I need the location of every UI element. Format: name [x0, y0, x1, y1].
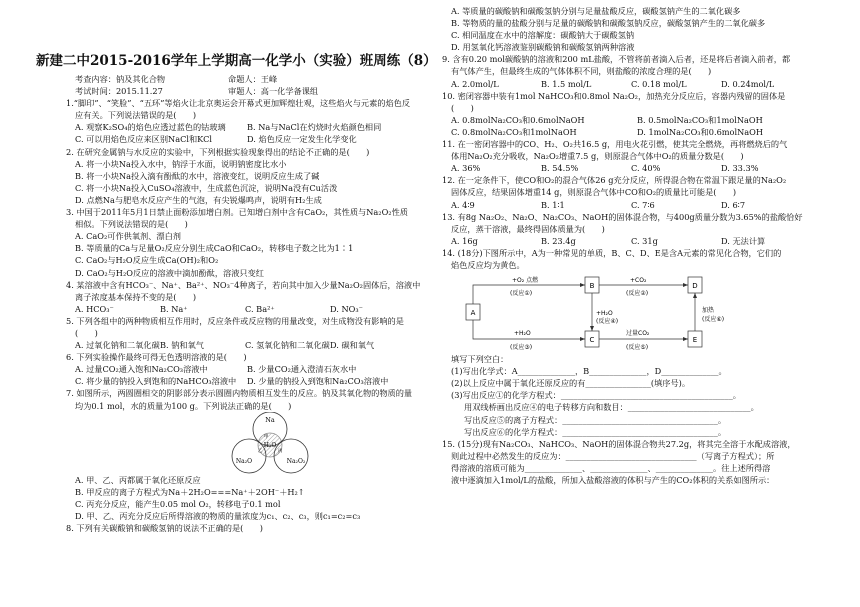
q6-options — [66, 363, 444, 375]
option: A. 16g — [451, 235, 478, 246]
question-1: 1.“脚印”、“笑脸”、“五环”等焰火让北京奥运会开幕式更加辉煌壮观，这些焰火与元素的焰色反 — [66, 98, 411, 109]
q13-options — [442, 235, 814, 247]
option: B. 少量CO₂通入澄清石灰水中 — [247, 364, 357, 375]
option: A. 过氧化钠和二氧化碳 — [75, 340, 160, 351]
q10-options — [442, 126, 814, 138]
option: C. 7∶6 — [631, 199, 655, 210]
option: C. CaO₂与H₂O反应生成Ca(OH)₂和O₂ — [75, 255, 219, 266]
reaction-flowchart-svg — [462, 271, 762, 353]
option: D. 甲、乙、丙充分反应后所得溶液的物质的量浓度为c₁、c₂、c₃，则c₁=c₂=c₃ — [75, 510, 361, 521]
option: C. 相同温度在水中的溶解度：碳酸钠大于碳酸氢钠 — [451, 30, 635, 41]
option: C. 氢氧化钠和二氧化碳 — [245, 340, 330, 351]
venn-circle-right — [274, 439, 308, 473]
question-10-cont: ( ) — [451, 102, 474, 113]
question-11: 11. 在一密闭容器中的CO、H₂、O₂共16.5 g，用电火花引燃，使其完全燃烧，再将燃烧后的气 — [442, 139, 788, 150]
option: B. Na与NaCl在灼烧时火焰颜色相同 — [247, 122, 382, 133]
question-15-cont: 得溶液的溶质可能为______________、______________、______________。往上述所得溶 — [451, 462, 771, 473]
option: B. 将一小块Na投入滴有酚酞的水中，溶液变红，说明反应生成了碱 — [75, 170, 320, 181]
reaction-label: (反应⑥) — [702, 316, 725, 324]
option: D. 碳和氧气 — [330, 340, 375, 351]
option: D. NO₃⁻ — [330, 303, 363, 314]
option: D. 6∶7 — [721, 199, 746, 210]
option: A. HCO₃⁻ — [75, 303, 114, 314]
q6-options — [66, 375, 444, 387]
edge-label: +H₂O — [514, 330, 531, 338]
venn-label-center: H₂O — [263, 441, 277, 449]
option: D. 0.24mol/L — [721, 78, 775, 89]
option: A. 过量CO₂通入饱和Na₂CO₃溶液中 — [75, 364, 208, 375]
option: B. 钠和氧气 — [160, 340, 204, 351]
option: C. 将一小块Na投入CuSO₄溶液中，生成蓝色沉淀，说明Na没有Cu活泼 — [75, 182, 338, 193]
question-15-cont: 液中逐滴加入1mol/L的盐酸，所加入盐酸溶液的体积与产生的CO₂体积的关系如图所示： — [451, 475, 775, 485]
option: A. 4∶9 — [451, 199, 475, 210]
question-13: 13. 有8g Na₂O₂、Na₂O、Na₂CO₃、NaOH的固体混合物，与400g质量分数为3.65%的盐酸恰好 — [442, 211, 803, 222]
left-column — [36, 52, 444, 534]
question-11-cont: 体用Na₂O₂充分吸收，Na₂O₂增重7.5 g，则原混合气体中O₂的质量分数是( ) — [451, 151, 744, 162]
question-14: 14. (18分)下图所示中，A为一种常见的单质，B、C、D、E是含A元素的常见化合物，它们的 — [442, 247, 782, 258]
fill-in-line: 写出反应⑥的化学方程式：______________________________________。 — [464, 426, 727, 437]
option: D. 用氢氧化钙溶液鉴别碳酸钠和碳酸氢钠两种溶液 — [451, 42, 635, 53]
meta-row — [66, 85, 444, 97]
node-b: B — [589, 282, 595, 291]
option: A. 甲、乙、丙都属于氧化还原反应 — [75, 474, 201, 485]
node-a: A — [470, 309, 476, 318]
q11-options — [442, 162, 814, 174]
q4-options — [66, 303, 444, 315]
edge-label: 加热 — [702, 307, 715, 315]
question-12-cont: 固体反应，结果固体增重14 g，则原混合气体中CO和O₂的质量比可能是( ) — [451, 187, 737, 198]
page-title: 新建二中2015-2016学年上学期高一化学小（实验）班周练（8） — [36, 53, 437, 69]
reaction-flowchart — [442, 271, 814, 353]
q9-options — [442, 78, 814, 90]
question-3: 3. 中国于2011年5月1日禁止面粉添加增白剂。已知增白剂中含有CaO₂，其性质与Na₂O₂性质 — [66, 207, 408, 218]
option: C. 40% — [631, 163, 661, 174]
option: B. 等物质的量的盐酸分别与足量的碳酸钠和碳酸氢钠反应，碳酸氢钠产生的二氧化碳多 — [451, 18, 766, 29]
option: D. 焰色反应一定发生化学变化 — [247, 134, 357, 145]
option: C. 丙充分反应，能产生0.05 mol O₂，转移电子0.1 mol — [75, 498, 281, 509]
option: B. Na⁺ — [160, 303, 188, 314]
option: D. 1molNa₂CO₃和0.6molNaOH — [637, 126, 764, 137]
question-3-cont: 相似。下列说法错误的是( ) — [75, 219, 188, 230]
meta-time: 考试时间：2015.11.27 — [75, 86, 163, 97]
edge-label: +O₂ 点燃 — [512, 277, 539, 285]
venn-diagram — [66, 412, 444, 474]
option: D. 点燃Na与肥皂水反应产生的气泡，有尖锐爆鸣声，说明有H₂生成 — [75, 194, 322, 205]
option: A. 36% — [451, 163, 481, 174]
venn-circle-left — [232, 439, 266, 473]
option: C. 可以用焰色反应来区别NaCl和KCl — [75, 134, 212, 145]
venn-mark: 甲 — [264, 434, 269, 440]
option: D. 无法计算 — [721, 235, 766, 246]
question-4: 4. 某溶液中含有HCO₃⁻、Na⁺、Ba²⁺、NO₃⁻4种离子，若向其中加入少量Na₂O₂固体后，溶液中 — [66, 279, 421, 290]
fill-in-line: 写出反应⑤的离子方程式：______________________________________。 — [464, 414, 727, 425]
option: B. 0.5molNa₂CO₃和1molNaOH — [637, 114, 763, 125]
venn-mark: 丙 — [278, 448, 283, 454]
edge-label: +H₂O — [596, 310, 613, 318]
fill-in-line: 用双线桥画出反应④的电子转移方向和数目：______________________________。 — [464, 402, 759, 413]
option: A. 2.0mol/L — [451, 78, 499, 89]
option: B. 54.5% — [541, 163, 579, 174]
q1-options — [66, 121, 444, 133]
question-13-cont: 反应，蒸干溶液，最终得固体质量为( ) — [451, 223, 605, 234]
fill-in-line: (1)写出化学式：A______________，B______________，D______________。 — [451, 366, 727, 377]
question-9-cont: 有气体产生，但最终生成的气体体积不同，则盐酸的浓度合理的是( ) — [451, 66, 712, 77]
q5-options — [66, 339, 444, 351]
question-15-cont: 则此过程中必然发生的反应为：________________________________（写离子方程式）；所 — [451, 450, 775, 461]
venn-label-top: Na — [265, 415, 275, 424]
meta-reviewer: 审题人：高一化学备课组 — [228, 86, 319, 97]
question-7: 7. 如图所示，两圆圈相交的阴影部分表示圆圈内物质相互发生的反应。钠及其氧化物的物质的量 — [66, 388, 413, 399]
q10-options — [442, 114, 814, 126]
option: B. 甲反应的离子方程式为Na＋2H₂O===Na⁺＋2OH⁻＋H₂↑ — [75, 486, 305, 497]
option: C. 0.8molNa₂CO₃和1molNaOH — [451, 126, 577, 137]
reaction-label: (反应④) — [596, 318, 619, 326]
question-7-cont: 均为0.1 mol，水的质量为100 g。下列说法正确的是( ) — [75, 400, 292, 411]
venn-label-right: Na₂O₂ — [286, 457, 306, 465]
question-10: 10. 密闭容器中装有1mol NaHCO₃和0.8mol Na₂O₂，加热充分反应后，容器内残留的固体是 — [442, 90, 786, 101]
right-column — [442, 5, 814, 486]
edge-label: 过量CO₂ — [626, 330, 650, 338]
question-9: 9. 含有0.20 mol碳酸钠的溶液和200 mL盐酸，不管将前者滴入后者，还是将后者滴入前者，都 — [442, 54, 791, 65]
reaction-label: (反应②) — [626, 290, 649, 298]
question-5-cont: ( ) — [75, 327, 98, 338]
question-6: 6. 下列实验操作最终可得无色透明溶液的是( ) — [66, 352, 247, 363]
meta-row — [66, 73, 444, 85]
node-d: D — [692, 282, 698, 291]
venn-mark: 乙 — [258, 448, 263, 454]
node-e: E — [692, 336, 698, 345]
question-1-cont: 应有关。下列说法错误的是( ) — [75, 110, 197, 121]
fill-in-line: (2)以上反应中属于氧化还原反应的有________________(填序号)。 — [451, 378, 691, 389]
question-8: 8. 下列有关碳酸钠和碳酸氢钠的说法不正确的是( ) — [66, 523, 263, 533]
option: B. 1∶1 — [541, 199, 565, 210]
fill-in-line: 填写下列空白： — [451, 354, 509, 365]
option: B. 1.5 mol/L — [541, 78, 592, 89]
venn-diagram-svg — [216, 412, 324, 474]
reaction-label: (反应①) — [510, 290, 533, 298]
option: A. 将一小块Na投入水中，钠浮于水面，说明钠密度比水小 — [75, 158, 287, 169]
option: C. 0.18 mol/L — [631, 78, 687, 89]
question-14-cont: 焰色反应均为黄色。 — [451, 259, 525, 270]
option: A. 0.8molNa₂CO₃和0.6molNaOH — [451, 114, 585, 125]
meta-author: 命题人：王峰 — [228, 74, 278, 84]
option: C. Ba²⁺ — [245, 303, 275, 314]
node-c: C — [589, 336, 595, 345]
option: B. 等质量的Ca与足量O₂反应分别生成CaO和CaO₂，转移电子数之比为1∶1 — [75, 243, 354, 254]
question-12: 12. 在一定条件下，使CO和O₂的混合气体26 g充分反应，所得混合物在常温下跟足量的Na₂O₂ — [442, 175, 787, 186]
question-2: 2. 在研究金属钠与水反应的实验中，下列根据实验现象得出的结论不正确的是( ) — [66, 146, 370, 157]
question-4-cont: 离子浓度基本保持不变的是( ) — [75, 291, 197, 302]
edge-label: +CO₂ — [630, 277, 647, 285]
fill-in-line: (3)写出反应①的化学方程式：__________________________________________。 — [451, 390, 741, 401]
question-5: 5. 下列各组中的两种物质相互作用时，反应条件或反应物的用量改变，对生成物没有影响的是 — [66, 315, 404, 326]
option: B. 23.4g — [541, 235, 576, 246]
reaction-label: (反应③) — [510, 344, 533, 352]
q1-options — [66, 133, 444, 145]
option: A. 观察K₂SO₄的焰色应透过蓝色的钴玻璃 — [75, 122, 226, 133]
option: A. CaO₂可作供氧剂、漂白剂 — [75, 231, 181, 242]
meta-content: 考查内容：钠及其化合物 — [75, 74, 166, 84]
option: A. 等质量的碳酸钠和碳酸氢钠分别与足量盐酸反应，碳酸氢钠产生的二氧化碳多 — [451, 6, 741, 16]
option: D. 33.3% — [721, 163, 759, 174]
q12-options — [442, 199, 814, 211]
option: D. CaO₂与H₂O反应的溶液中滴加酚酞，溶液只变红 — [75, 267, 264, 278]
option: D. 少量的钠投入到饱和Na₂CO₃溶液中 — [247, 376, 389, 387]
question-15: 15. (15分)现有Na₂CO₃、NaHCO₃、NaOH的固体混合物共27.2g，将其完全溶于水配成溶液， — [442, 438, 796, 449]
reaction-label: (反应⑤) — [626, 344, 649, 352]
venn-label-left: Na₂O — [235, 457, 253, 465]
option: C. 将少量的钠投入到饱和的NaHCO₃溶液中 — [75, 376, 237, 387]
option: C. 31g — [631, 235, 658, 246]
